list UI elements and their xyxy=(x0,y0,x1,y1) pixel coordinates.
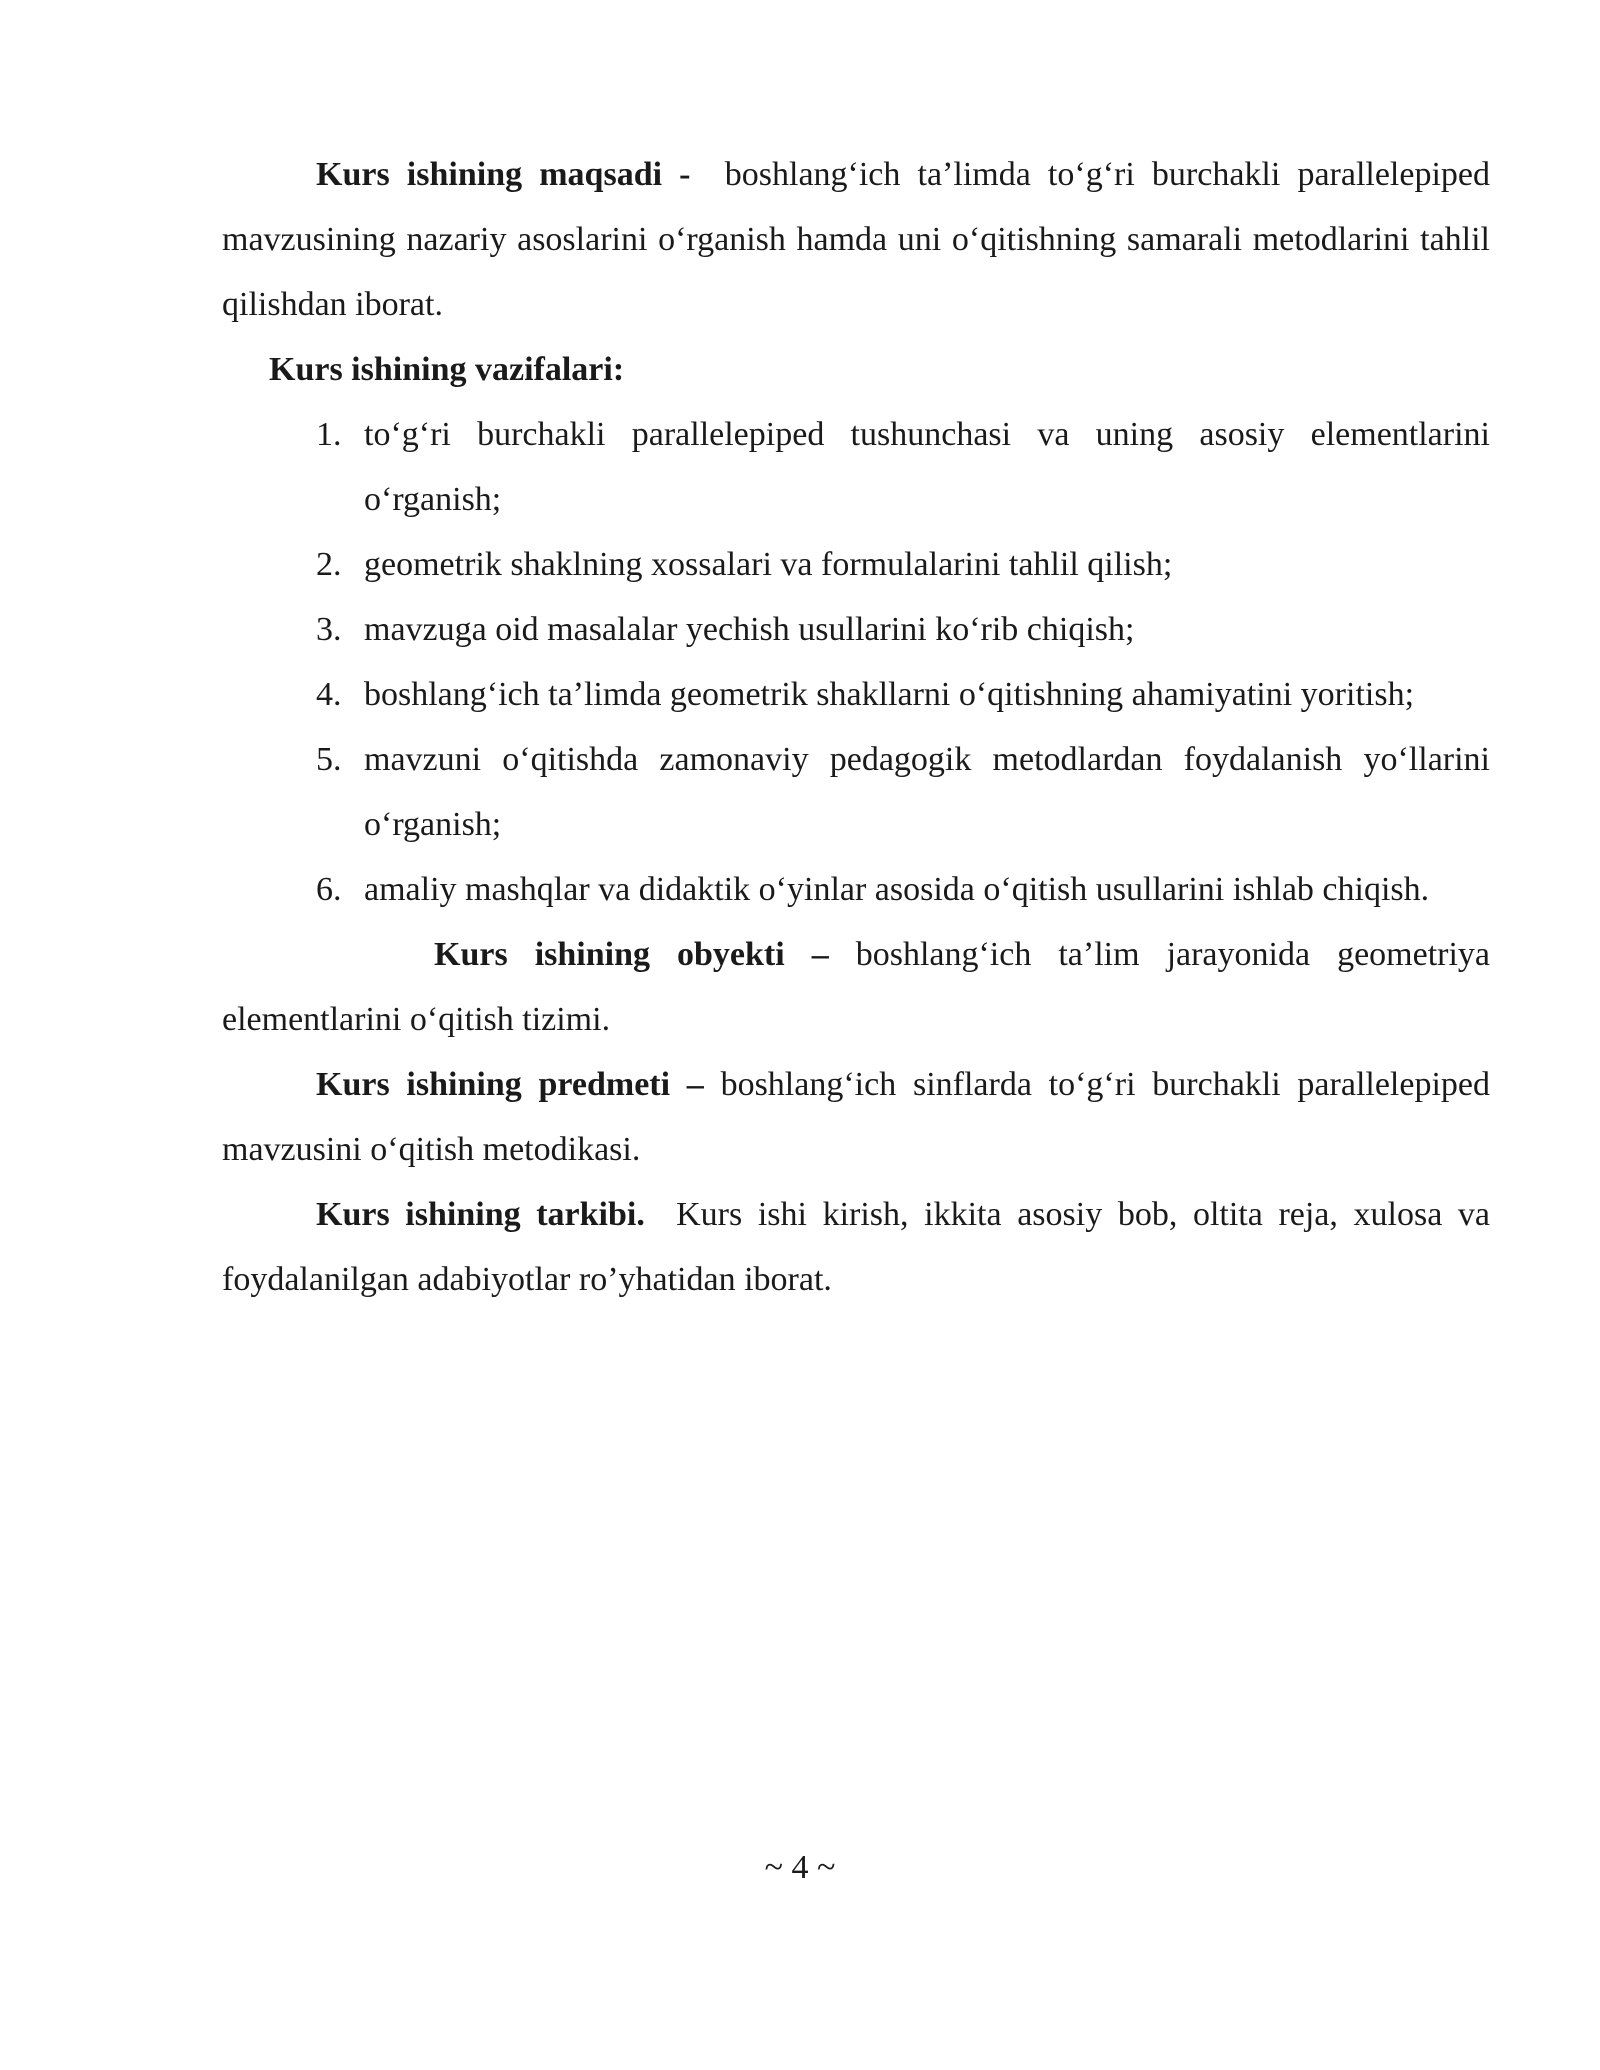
list-item-text: toʻgʻri burchakli parallelepiped tushunchasi va uning asosiy elementlarini oʻrganish; xyxy=(364,416,1490,518)
list-item-number: 1. xyxy=(316,416,342,453)
list-item-number: 5. xyxy=(316,741,342,778)
list-item xyxy=(222,857,1490,922)
subject-text: boshlangʻich sinflarda toʻgʻri burchakli parallelepiped mavzusini oʻqitish metodikasi. xyxy=(222,1066,1490,1168)
list-item-number: 4. xyxy=(316,676,342,713)
object-text: boshlangʻich taʼlim jarayonida geometriya elementlarini oʻqitish tizimi. xyxy=(222,936,1491,1038)
page-content xyxy=(222,142,1490,1312)
list-item-text: geometrik shaklning xossalari va formulalarini tahlil qilish; xyxy=(364,546,1173,583)
list-item-text: amaliy mashqlar va didaktik oʻyinlar asosida oʻqitish usullarini ishlab chiqish. xyxy=(364,871,1430,908)
list-item xyxy=(222,402,1490,532)
structure-label: Kurs ishining tarkibi. xyxy=(316,1196,645,1233)
list-item-number: 2. xyxy=(316,546,342,583)
list-item-text: boshlangʻich taʼlimda geometrik shakllarni oʻqitishning ahamiyatini yoritish; xyxy=(364,676,1415,713)
list-item-number: 6. xyxy=(316,871,342,908)
purpose-label: Kurs ishining maqsadi - xyxy=(316,156,691,193)
list-item-number: 3. xyxy=(316,611,342,648)
tasks-list xyxy=(222,402,1490,922)
list-item xyxy=(222,662,1490,727)
purpose-paragraph xyxy=(222,142,1490,337)
structure-paragraph xyxy=(222,1182,1490,1312)
tasks-heading: Kurs ishining vazifalari: xyxy=(269,351,625,388)
list-item xyxy=(222,727,1490,857)
list-item-text: mavzuni oʻqitishda zamonaviy pedagogik metodlardan foydalanish yoʻllarini oʻrganish; xyxy=(364,741,1490,843)
subject-label: Kurs ishining predmeti – xyxy=(316,1066,704,1103)
subject-paragraph xyxy=(222,1052,1490,1182)
structure-text: Kurs ishi kirish, ikkita asosiy bob, oltita reja, xulosa va foydalanilgan adabiyotlar ro’yhatidan iborat. xyxy=(222,1196,1491,1298)
page-number: ~ 4 ~ xyxy=(764,1849,836,1886)
object-paragraph xyxy=(222,922,1490,1052)
list-item xyxy=(222,597,1490,662)
object-label: Kurs ishining obyekti – xyxy=(434,936,829,973)
purpose-text: boshlangʻich taʼlimda toʻgʻri burchakli parallelepiped mavzusining nazariy asoslarini oʻrganish hamda uni oʻqitishning samarali metodlarini tahlil qilishdan iborat. xyxy=(222,156,1491,323)
list-item xyxy=(222,532,1490,597)
list-item-text: mavzuga oid masalalar yechish usullarini koʻrib chiqish; xyxy=(364,611,1135,648)
